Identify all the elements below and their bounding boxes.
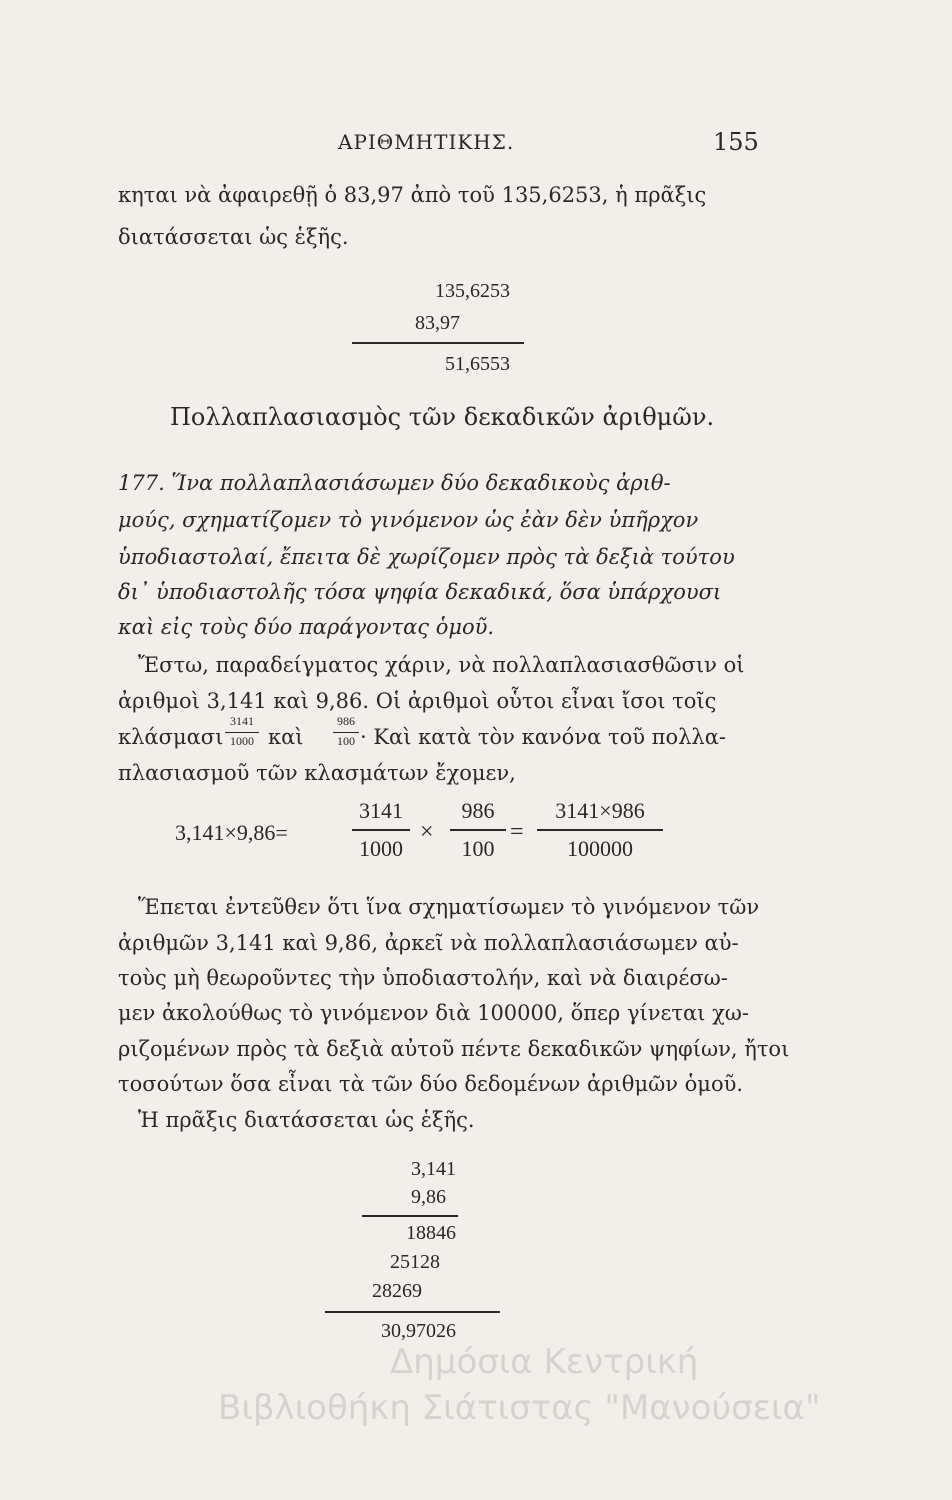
inline-fraction-2-numerator: 986 <box>337 714 355 728</box>
example-line-1: Ἔστω, παραδείγματος χάριν, νὰ πολλαπλασιασθῶσιν οἱ <box>138 653 745 677</box>
section-heading: Πολλαπλασιασμὸς τῶν δεκαδικῶν ἀριθμῶν. <box>170 403 715 431</box>
subtraction-rule <box>352 342 524 344</box>
multiplication-partial-3: 28269 <box>372 1280 422 1302</box>
library-watermark-line-1: Δημόσια Κεντρική <box>390 1342 699 1382</box>
equation-fraction-2-bar <box>450 829 506 831</box>
fraction-line-prefix: κλάσμασι <box>118 725 224 749</box>
inline-fraction-1-numerator: 3141 <box>230 714 254 728</box>
equation-fraction-3-bar <box>537 829 663 831</box>
example-line-2: ἀριθμοὶ 3,141 καὶ 9,86. Οἱ ἀριθμοὶ οὗτοι εἶναι ἴσοι τοῖς <box>118 689 717 713</box>
intro-line-1: κηται νὰ ἀφαιρεθῇ ὁ 83,97 ἀπὸ τοῦ 135,6253, ἡ πρᾶξις <box>118 183 707 207</box>
multiplication-rule-bottom <box>325 1311 500 1313</box>
inline-fraction-1-denominator: 1000 <box>230 734 254 748</box>
inline-fraction-2-denominator: 100 <box>337 734 355 748</box>
library-watermark-line-2: Βιβλιοθήκη Σιάτιστας "Μανούσεια" <box>218 1388 821 1428</box>
conclusion-line-4: μεν ἀκολούθως τὸ γινόμενον διὰ 100000, ὅπερ γίνεται χω- <box>118 1001 750 1025</box>
equation-fraction-3-denominator: 100000 <box>567 836 633 861</box>
equation-fraction-3-numerator: 3141×986 <box>555 798 645 823</box>
conclusion-line-3: τοὺς μὴ θεωροῦντες τὴν ὑποδιαστολήν, καὶ νὰ διαιρέσω- <box>118 966 728 990</box>
equation-equals: = <box>510 819 524 845</box>
subtraction-subtrahend: 83,97 <box>415 312 460 334</box>
fraction-line-mid: καὶ <box>268 725 304 749</box>
page-number: 155 <box>713 128 759 156</box>
equation-fraction-2-denominator: 100 <box>461 836 495 861</box>
equation-lhs: 3,141×9,86= <box>175 820 288 845</box>
conclusion-line-1: Ἕπεται ἐντεῦθεν ὅτι ἵνα σχηματίσωμεν τὸ γινόμενον τῶν <box>138 895 760 919</box>
paragraph-177-line-2: μούς, σχηματίζομεν τὸ γινόμενον ὡς ἐὰν δὲν ὑπῆρχον <box>118 508 699 532</box>
equation-fraction-1-denominator: 1000 <box>359 836 403 861</box>
fraction-line-suffix: · Καὶ κατὰ τὸν κανόνα τοῦ πολλα- <box>360 725 726 749</box>
conclusion-line-6: τοσούτων ὅσα εἶναι τὰ τῶν δύο δεδομένων ἀριθμῶν ὁμοῦ. <box>118 1072 744 1096</box>
subtraction-minuend: 135,6253 <box>435 280 510 302</box>
multiplication-partial-1: 18846 <box>406 1222 456 1244</box>
conclusion-line-5: ριζομένων πρὸς τὰ δεξιὰ αὐτοῦ πέντε δεκαδικῶν ψηφίων, ἤτοι <box>118 1037 790 1061</box>
conclusion-line-2: ἀριθμῶν 3,141 καὶ 9,86, ἀρκεῖ νὰ πολλαπλασιάσωμεν αὐ- <box>118 931 739 955</box>
paragraph-177-line-3: ὑποδιαστολαί, ἔπειτα δὲ χωρίζομεν πρὸς τὰ δεξιὰ τούτου <box>118 545 735 569</box>
equation-times: × <box>420 819 434 845</box>
example-end-line: πλασιασμοῦ τῶν κλασμάτων ἔχομεν, <box>118 761 516 785</box>
equation-fraction-2-numerator: 986 <box>461 798 495 823</box>
equation-fraction-1-bar <box>352 829 410 831</box>
multiplication-multiplier: 9,86 <box>411 1186 446 1208</box>
paragraph-177-line-1: 177. Ἵνα πολλαπλασιάσωμεν δύο δεκαδικοὺς ἀριθ- <box>118 471 671 495</box>
inline-fraction-1-bar <box>225 732 259 733</box>
inline-fraction-2-bar <box>333 732 359 733</box>
procedure-intro: Ἡ πρᾶξις διατάσσεται ὡς ἑξῆς. <box>138 1108 475 1132</box>
equation-fraction-1-numerator: 3141 <box>359 798 403 823</box>
multiplication-rule-top <box>362 1215 458 1217</box>
paragraph-177-line-5: καὶ εἰς τοὺς δύο παράγοντας ὁμοῦ. <box>118 615 495 639</box>
multiplication-result: 30,97026 <box>381 1320 456 1342</box>
paragraph-177-line-4: δι᾽ ὑποδιαστολῆς τόσα ψηφία δεκαδικά, ὅσα ὑπάρχουσι <box>118 580 722 604</box>
running-header: ΑΡΙΘΜΗΤΙΚΗΣ. <box>338 130 515 154</box>
multiplication-partial-2: 25128 <box>390 1251 440 1273</box>
intro-line-2: διατάσσεται ὡς ἑξῆς. <box>118 225 349 249</box>
multiplication-multiplicand: 3,141 <box>411 1158 456 1180</box>
subtraction-result: 51,6553 <box>445 353 510 375</box>
